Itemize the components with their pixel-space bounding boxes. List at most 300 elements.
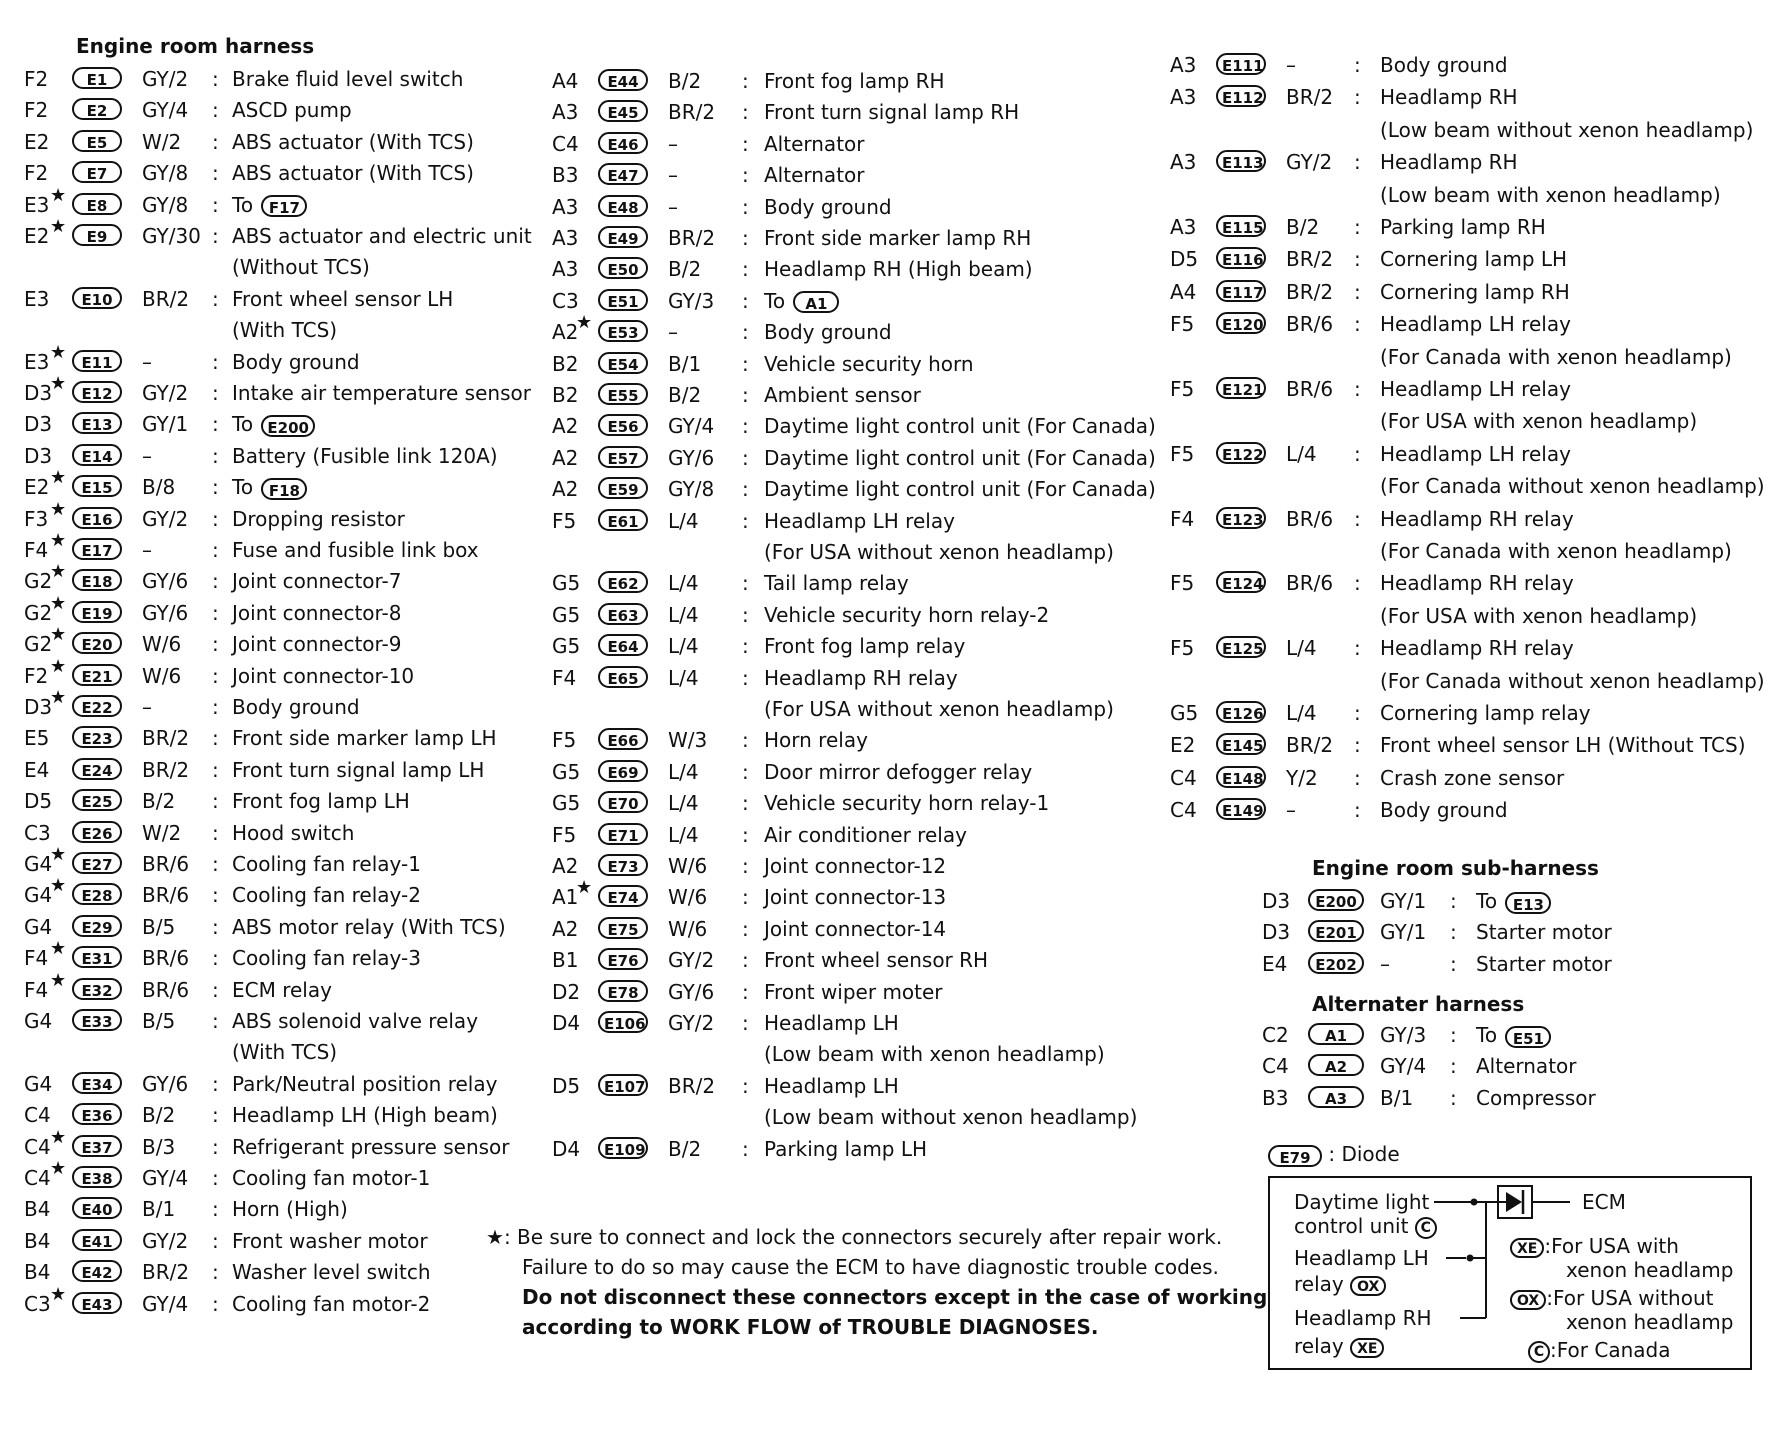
connector-description: [1476, 1083, 1596, 1113]
separator: :: [212, 663, 219, 688]
diode-label: [1268, 1140, 1400, 1168]
connector-id: E61: [598, 509, 648, 531]
wire-color: B/1: [142, 1197, 176, 1222]
connector-location: B3: [1262, 1085, 1289, 1110]
connector-description: [764, 945, 988, 975]
description-text: Body ground: [232, 349, 360, 374]
description-text-line2: (Without TCS): [232, 255, 370, 280]
description-text: Tail lamp relay: [764, 571, 909, 596]
connector-description: [232, 441, 498, 471]
wire-color: BR/6: [142, 883, 190, 908]
description-text: Compressor: [1476, 1085, 1596, 1110]
connector-description: [232, 221, 532, 251]
connector-id: E46: [598, 132, 648, 154]
connector-row: [24, 1283, 544, 1319]
separator: :: [742, 854, 749, 878]
separator: :: [742, 979, 749, 1004]
connector-row: [552, 411, 1172, 441]
connector-row: [24, 498, 544, 534]
connector-id: E125: [1216, 636, 1266, 658]
description-text: Front turn signal lamp LH: [232, 757, 485, 782]
connector-row: [552, 1071, 1172, 1101]
star-mark-icon: ★: [50, 184, 67, 206]
connector-id: E122: [1216, 442, 1266, 464]
connector-id: E32: [72, 978, 122, 1000]
wire-color: GY/6: [142, 569, 189, 594]
connector-location: A3: [552, 100, 579, 125]
legend-xe: XE :For USA with: [1510, 1234, 1679, 1258]
wire-color: –: [668, 163, 678, 188]
connector-description: [764, 568, 909, 598]
connector-location: F5: [1170, 441, 1195, 466]
description-text-line2: (For USA without xenon headlamp): [764, 540, 1114, 564]
separator: :: [1450, 1054, 1457, 1079]
connector-id: E48: [598, 195, 648, 217]
diode-text: Diode: [1341, 1142, 1400, 1166]
connector-description: [764, 192, 892, 222]
connector-id: E116: [1216, 247, 1266, 269]
wire-color: GY/4: [142, 1166, 189, 1190]
connector-location: A2: [552, 414, 579, 439]
connector-id: E12: [72, 381, 122, 403]
separator: :: [1354, 377, 1361, 401]
diode-legend-box: [1268, 1176, 1752, 1370]
mark-ox-icon: OX: [1350, 1276, 1386, 1296]
connector-id: E63: [598, 603, 648, 625]
connector-row: [24, 127, 544, 157]
star-mark-icon: ★: [50, 467, 67, 489]
wire-color: –: [1380, 951, 1390, 976]
connector-location: F4: [24, 946, 49, 971]
description-text: Headlamp RH relay: [764, 665, 958, 690]
description-text: Front wheel sensor RH: [764, 948, 989, 973]
description-text: Front side marker lamp RH: [764, 226, 1032, 250]
connector-description: [1380, 763, 1564, 793]
separator: :: [742, 194, 749, 219]
connector-description: [764, 97, 1019, 127]
connector-description: [1380, 698, 1591, 728]
separator: :: [742, 69, 749, 93]
diode-separator: :: [1328, 1142, 1336, 1166]
connector-description: [232, 409, 315, 439]
description-text: Front washer motor: [232, 1228, 428, 1253]
connector-id: E71: [598, 823, 648, 845]
connector-id: A2: [1308, 1054, 1364, 1076]
connector-id: E20: [72, 632, 122, 654]
connector-description: [232, 1163, 430, 1193]
description-text: ABS solenoid valve relay: [232, 1009, 479, 1033]
description-text: ABS actuator (With TCS): [232, 161, 474, 186]
connector-id: E145: [1216, 733, 1266, 755]
connector-id: E73: [598, 854, 648, 876]
wire-color: GY/4: [142, 1291, 189, 1316]
description-text: Front wheel sensor LH (Without TCS): [1380, 733, 1746, 758]
description-text: Crash zone sensor: [1380, 765, 1565, 790]
wire-color: BR/2: [668, 226, 716, 250]
description-text: Joint connector-14: [764, 916, 947, 941]
connector-row: [1170, 244, 1770, 274]
separator: :: [212, 412, 219, 437]
connector-ref: E13: [1505, 892, 1551, 914]
connector-location: A3: [1170, 53, 1197, 77]
connector-description: [764, 506, 955, 536]
connector-row: [552, 286, 1172, 316]
wire-color: GY/2: [668, 1011, 715, 1035]
connector-row: [552, 254, 1172, 284]
wire-color: W/6: [668, 885, 708, 910]
connector-row: [24, 467, 544, 502]
wire-color: BR/2: [142, 1260, 190, 1285]
separator: :: [212, 914, 219, 939]
connector-row: [1170, 730, 1770, 760]
connector-location: F5: [1170, 571, 1195, 596]
connector-row: [1262, 949, 1682, 979]
legend-ox-icon: OX: [1510, 1290, 1546, 1310]
description-text: Headlamp RH relay: [1380, 506, 1574, 531]
connector-description: [764, 254, 1033, 284]
wire-color: BR/2: [668, 100, 716, 125]
description-text: Headlamp LH (High beam): [232, 1103, 498, 1128]
separator: :: [212, 349, 219, 374]
wire-color: B/3: [142, 1134, 176, 1159]
connector-location: D3: [1262, 889, 1291, 913]
wire-color: BR/6: [1286, 377, 1334, 401]
separator: :: [1450, 951, 1457, 976]
description-text: Joint connector-13: [764, 885, 947, 910]
description-text: Starter motor: [1476, 951, 1612, 976]
connector-row: [24, 938, 544, 973]
star-mark-icon: ★: [50, 341, 67, 363]
connector-id: E34: [72, 1072, 122, 1094]
separator: :: [212, 726, 219, 751]
connector-location: E4: [24, 757, 50, 782]
wire-color: BR/2: [1286, 85, 1334, 110]
connector-row: [552, 757, 1172, 787]
connector-description: [1380, 504, 1574, 534]
wire-color: GY/6: [668, 445, 715, 470]
connector-row: [552, 977, 1172, 1007]
connector-description: [1380, 795, 1508, 825]
separator: :: [742, 822, 749, 847]
section-title-sub-harness: Engine room sub-harness: [1312, 856, 1599, 880]
description-text-line2: (For Canada with xenon headlamp): [1380, 539, 1732, 563]
separator: :: [742, 665, 749, 690]
connector-row: [24, 341, 544, 377]
description-text: Ambient sensor: [764, 383, 921, 407]
connector-id: E115: [1216, 215, 1266, 237]
connector-row: [552, 600, 1172, 630]
connector-id: E29: [72, 915, 122, 937]
wire-color: GY/4: [668, 414, 715, 439]
connector-id: E25: [72, 789, 122, 811]
separator: :: [742, 320, 749, 345]
description-text: Alternator: [764, 131, 865, 156]
connector-location: C3: [552, 288, 579, 313]
connector-location: E3: [24, 349, 50, 374]
description-text: Headlamp RH: [1380, 85, 1518, 110]
wire-color: L/4: [668, 759, 699, 784]
separator: :: [212, 1291, 219, 1316]
connector-row: [1170, 82, 1770, 112]
connector-description: [764, 1134, 927, 1164]
connector-description: [1380, 374, 1571, 404]
connector-location: A1: [552, 885, 579, 910]
wire-color: –: [668, 131, 678, 156]
connector-row: [552, 474, 1172, 504]
connector-row: [1170, 147, 1770, 177]
connector-id: E47: [598, 163, 648, 185]
connector-row: [552, 788, 1172, 818]
description-text: Headlamp RH relay: [1380, 636, 1574, 661]
description-text: Front turn signal lamp RH: [764, 100, 1020, 125]
connector-description: [764, 977, 943, 1007]
description-text: To: [1476, 1023, 1498, 1047]
star-mark-icon: ★: [50, 687, 67, 708]
description-text: Parking lamp RH: [1380, 215, 1546, 239]
connector-location: G4: [24, 883, 53, 908]
separator: :: [742, 571, 749, 596]
connector-location: D5: [552, 1073, 581, 1098]
connector-row: [1170, 568, 1770, 598]
section-title-alternater-harness: Alternater harness: [1312, 992, 1525, 1016]
connector-id: E7: [72, 161, 122, 183]
connector-id: E120: [1216, 312, 1266, 334]
connector-id: E111: [1216, 53, 1266, 75]
connector-id: E21: [72, 664, 122, 686]
connector-location: E5: [24, 726, 50, 751]
description-text-line2: (For USA with xenon headlamp): [1380, 409, 1698, 434]
connector-description: [232, 535, 479, 565]
separator: :: [1354, 506, 1361, 531]
description-text: To: [1476, 889, 1498, 913]
connector-id: E76: [598, 948, 648, 970]
connector-row: [1262, 886, 1682, 916]
connector-id: E41: [72, 1229, 122, 1251]
connector-row: [1170, 212, 1770, 242]
connector-description: [764, 725, 868, 755]
wire-color: W/3: [668, 728, 708, 753]
connector-location: D3: [24, 695, 53, 719]
wire-color: B/8: [142, 475, 176, 500]
separator: :: [1354, 636, 1361, 661]
connector-id: E11: [72, 350, 122, 372]
connector-id: E40: [72, 1197, 122, 1219]
connector-id: E19: [72, 601, 122, 623]
connector-location: A4: [552, 69, 579, 93]
separator: :: [212, 161, 219, 186]
connector-location: C3: [24, 1291, 51, 1316]
separator: :: [212, 1009, 219, 1033]
description-text: Parking lamp LH: [764, 1136, 928, 1161]
star-mark-icon: ★: [50, 938, 67, 960]
connector-description: [764, 914, 946, 944]
wire-color: L/4: [1286, 636, 1317, 661]
separator: :: [742, 916, 749, 941]
separator: :: [1354, 85, 1361, 110]
separator: :: [212, 600, 219, 625]
connector-description: [232, 723, 497, 753]
legend-c-icon: C: [1528, 1341, 1550, 1363]
wire-color: W/2: [142, 129, 182, 154]
description-text: Joint connector-9: [232, 632, 402, 657]
connector-location: F4: [24, 977, 49, 1002]
star-mark-icon: ★: [50, 561, 67, 583]
wire-color: GY/4: [1380, 1054, 1427, 1079]
separator: :: [742, 634, 749, 659]
wire-color: GY/2: [142, 67, 189, 91]
description-text: Vehicle security horn relay-2: [764, 602, 1050, 627]
separator: :: [1354, 765, 1361, 790]
connector-description: [764, 788, 1049, 818]
description-text: Door mirror defogger relay: [764, 759, 1033, 784]
separator: :: [212, 286, 219, 311]
legend-hl-lh-line2: relay OX: [1294, 1272, 1386, 1296]
description-text: Cooling fan relay-1: [232, 852, 421, 876]
connector-description: [1380, 277, 1570, 307]
star-mark-icon: ★: [50, 624, 67, 646]
connector-location: C2: [1262, 1023, 1289, 1047]
wire-color: BR/6: [142, 946, 190, 971]
description-text-line2: (With TCS): [232, 318, 338, 343]
star-mark-icon: ★: [50, 498, 67, 520]
wire-color: GY/1: [1380, 920, 1427, 945]
connector-row: [24, 912, 544, 942]
wire-color: BR/2: [1286, 247, 1334, 272]
connector-row: [1170, 374, 1770, 404]
connector-description: [1380, 82, 1518, 112]
connector-id: E126: [1216, 701, 1266, 723]
connector-row: [24, 875, 544, 910]
connector-id: E33: [72, 1009, 122, 1031]
connector-row: [552, 192, 1172, 222]
legend-daytime-line1: Daytime light: [1294, 1190, 1430, 1214]
connector-description: [764, 349, 974, 379]
description-text: Park/Neutral position relay: [232, 1071, 498, 1096]
connector-location: C4: [24, 1134, 51, 1159]
connector-description: [764, 286, 839, 316]
description-text: Cornering lamp relay: [1380, 701, 1591, 725]
connector-id: E124: [1216, 571, 1266, 593]
connector-id: E15: [72, 475, 122, 497]
wire-color: W/6: [668, 854, 708, 878]
connector-row: [552, 506, 1172, 536]
star-mark-icon: ★: [50, 1126, 67, 1148]
separator: :: [742, 288, 749, 313]
connector-id: E69: [598, 760, 648, 782]
separator: :: [212, 538, 219, 562]
connector-row: [1262, 1051, 1682, 1081]
separator: :: [212, 506, 219, 531]
connector-description: [764, 317, 892, 347]
connector-id: E36: [72, 1103, 122, 1125]
connector-location: G5: [552, 634, 581, 659]
connector-location: A3: [1170, 215, 1197, 239]
separator: :: [212, 632, 219, 657]
wire-color: –: [142, 349, 152, 374]
connector-description: [764, 380, 921, 410]
description-text: Joint connector-8: [232, 600, 402, 625]
separator: :: [212, 757, 219, 782]
separator: :: [212, 1134, 219, 1159]
wire-color: L/4: [668, 508, 699, 533]
connector-id: E121: [1216, 377, 1266, 399]
wire-color: L/4: [668, 634, 699, 659]
star-mark-icon: ★: [50, 216, 67, 237]
connector-row: [24, 64, 544, 94]
connector-id: E78: [598, 980, 648, 1002]
description-text: Vehicle security horn: [764, 351, 974, 376]
description-text: To: [232, 412, 254, 437]
description-text-line2: (Low beam with xenon headlamp): [764, 1042, 1105, 1067]
connector-description: [1380, 730, 1746, 760]
description-text-line2: (With TCS): [232, 1040, 338, 1065]
connector-description: [1476, 886, 1551, 916]
separator: :: [742, 100, 749, 125]
connector-id: E112: [1216, 85, 1266, 107]
connector-row: [24, 723, 544, 753]
connector-description: [232, 786, 410, 816]
connector-row: [552, 945, 1172, 975]
legend-ox: OX :For USA without: [1510, 1286, 1714, 1310]
connector-description: [232, 1257, 431, 1287]
separator: :: [212, 1260, 219, 1285]
connector-description: [764, 1008, 899, 1038]
connector-description: [232, 1132, 510, 1162]
description-text-line2: (Low beam without xenon headlamp): [764, 1105, 1138, 1130]
separator: :: [212, 1071, 219, 1096]
wire-color: W/6: [668, 916, 708, 941]
connector-description: [232, 504, 405, 534]
wire-color: B/1: [668, 351, 702, 376]
connector-row: [552, 380, 1172, 410]
connector-location: G5: [552, 791, 581, 816]
caution-note: [486, 1222, 1267, 1342]
wire-color: GY/4: [142, 98, 189, 123]
connector-row: [1170, 763, 1770, 793]
connector-id: E65: [598, 666, 648, 688]
connector-location: G4: [24, 852, 53, 876]
separator: :: [742, 131, 749, 156]
separator: :: [212, 820, 219, 845]
separator: :: [212, 192, 219, 217]
connector-row: [24, 592, 544, 628]
connector-id: A3: [1308, 1086, 1364, 1108]
connector-location: G2: [24, 632, 53, 657]
star-mark-icon: ★: [50, 969, 67, 991]
star-mark-icon: ★: [576, 877, 593, 899]
description-text: Headlamp RH: [1380, 150, 1518, 175]
connector-location: E2: [24, 129, 50, 154]
connector-row: [24, 1069, 544, 1099]
description-text: ABS actuator (With TCS): [232, 129, 474, 154]
star-mark-icon: ★: [50, 655, 67, 677]
connector-id: E70: [598, 791, 648, 813]
separator: :: [212, 67, 219, 91]
description-text: ABS actuator and electric unit: [232, 224, 532, 248]
connector-description: [1476, 1020, 1551, 1050]
connector-row: [24, 1194, 544, 1224]
separator: :: [1354, 571, 1361, 596]
connector-location: G5: [552, 571, 581, 596]
description-text: Daytime light control unit (For Canada): [764, 414, 1156, 439]
connector-row: [24, 409, 544, 439]
wire-color: –: [142, 538, 152, 562]
note-line-4: according to WORK FLOW of TROUBLE DIAGNOSES.: [522, 1315, 1099, 1339]
description-text: Headlamp RH relay: [1380, 571, 1574, 596]
description-text: Dropping resistor: [232, 506, 405, 531]
legend-c: C :For Canada: [1528, 1338, 1670, 1363]
connector-row: [24, 655, 544, 691]
